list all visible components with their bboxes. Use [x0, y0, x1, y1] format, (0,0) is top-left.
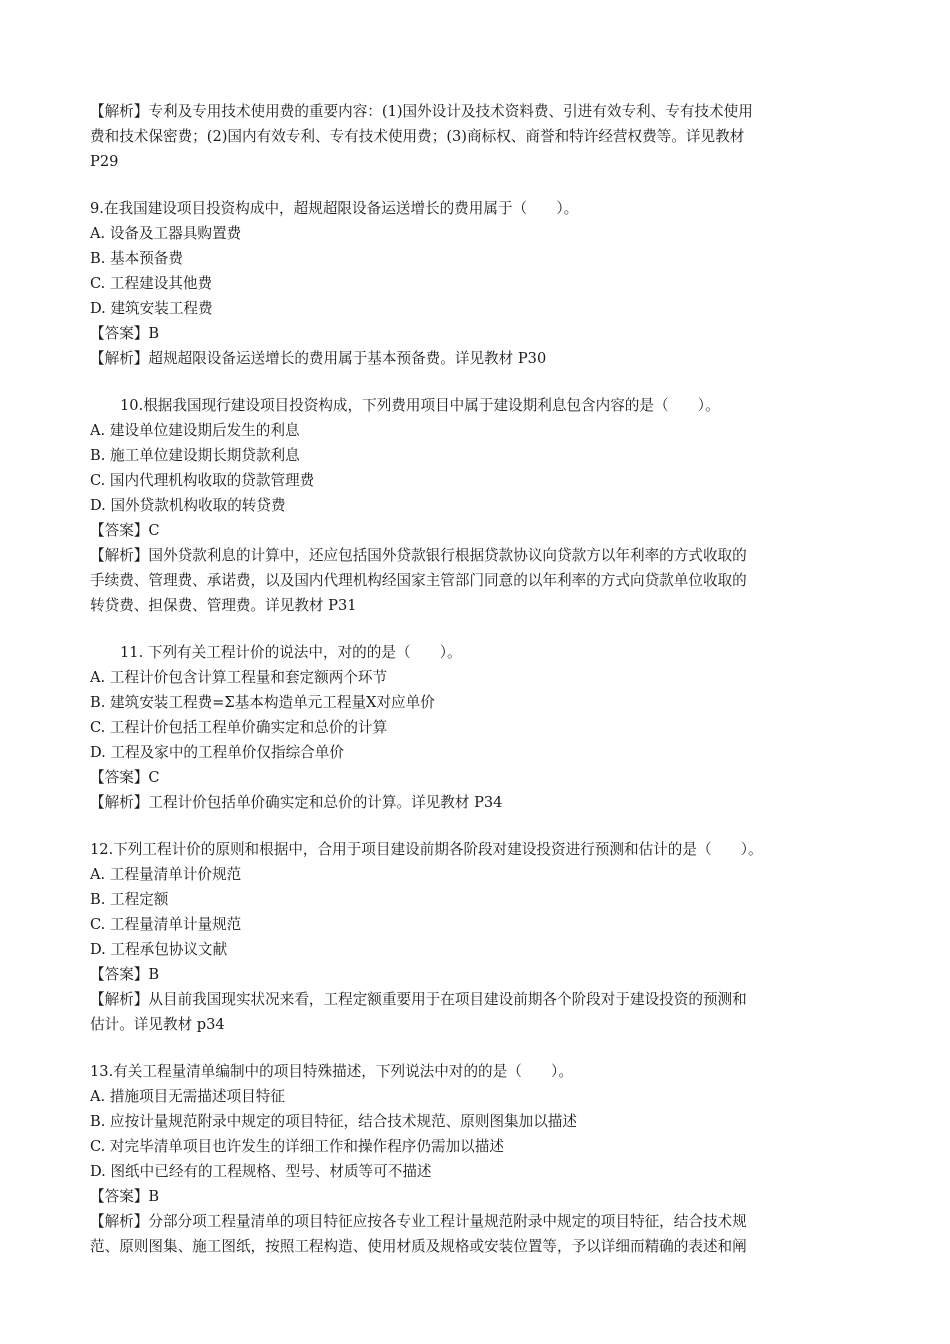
document-page — [90, 99, 860, 1259]
option-b: B. 施工单位建设期长期贷款利息 — [90, 447, 300, 464]
option-d: D. 工程承包协议文献 — [90, 941, 228, 958]
option-b: B. 基本预备费 — [90, 250, 183, 267]
question-stem: 11. 下列有关工程计价的说法中，对的的是（ ）。 — [120, 644, 462, 661]
option-c: C. 工程量清单计量规范 — [90, 916, 242, 933]
question-stem: 12.下列工程计价的原则和根据中，合用于项目建设前期各阶段对建设投资进行预测和估计的是（ ）。 — [90, 841, 763, 858]
analysis-text: 估计。详见教材 p34 — [90, 1016, 225, 1033]
question-block-13 — [90, 1059, 860, 1259]
answer-line: 【答案】B — [90, 1188, 160, 1205]
analysis-text: 转贷费、担保费、管理费。详见教材 P31 — [90, 597, 357, 614]
question-stem: 13.有关工程量清单编制中的项目特殊描述，下列说法中对的的是（ ）。 — [90, 1063, 573, 1080]
analysis-text: 【解析】国外贷款利息的计算中，还应包括国外贷款银行根据贷款协议向贷款方以年利率的方式收取的 — [90, 547, 747, 564]
analysis-text: 手续费、管理费、承诺费，以及国内代理机构经国家主管部门同意的以年利率的方式向贷款单位收取的 — [90, 572, 747, 589]
question-block-12 — [90, 837, 860, 1037]
analysis-text: 【解析】超规超限设备运送增长的费用属于基本预备费。详见教材 P30 — [90, 350, 547, 367]
option-c: C. 对完毕清单项目也许发生的详细工作和操作程序仍需加以描述 — [90, 1138, 504, 1155]
analysis-text: 范、原则图集、施工图纸，按照工程构造、使用材质及规格或安装位置等，予以详细而精确的表述和阐 — [90, 1238, 747, 1255]
question-block-11 — [90, 640, 860, 815]
option-a: A. 工程计价包含计算工程量和套定额两个环节 — [90, 669, 388, 686]
option-b: B. 应按计量规范附录中规定的项目特征，结合技术规范、原则图集加以描述 — [90, 1113, 578, 1130]
option-b: B. 建筑安装工程费=Σ基本构造单元工程量X对应单价 — [90, 694, 435, 711]
option-d: D. 图纸中已经有的工程规格、型号、材质等可不描述 — [90, 1163, 432, 1180]
option-c: C. 国内代理机构收取的贷款管理费 — [90, 472, 315, 489]
option-d: D. 工程及家中的工程单价仅指综合单价 — [90, 744, 344, 761]
option-b: B. 工程定额 — [90, 891, 169, 908]
analysis-text: 【解析】专利及专用技术使用费的重要内容：(1)国外设计及技术资料费、引进有效专利、专有技术使用 — [90, 103, 753, 120]
option-a: A. 建设单位建设期后发生的利息 — [90, 422, 300, 439]
question-stem: 9.在我国建设项目投资构成中，超规超限设备运送增长的费用属于（ ）。 — [90, 200, 579, 217]
answer-line: 【答案】B — [90, 325, 160, 342]
question-stem: 10.根据我国现行建设项目投资构成，下列费用项目中属于建设期利息包含内容的是（ ）。 — [120, 397, 720, 414]
analysis-text: P29 — [90, 153, 119, 170]
analysis-text: 【解析】工程计价包括单价确实定和总价的计算。详见教材 P34 — [90, 794, 503, 811]
answer-line: 【答案】B — [90, 966, 160, 983]
option-a: A. 工程量清单计价规范 — [90, 866, 242, 883]
answer-line: 【答案】C — [90, 522, 160, 539]
option-d: D. 国外贷款机构收取的转贷费 — [90, 497, 286, 514]
option-a: A. 措施项目无需描述项目特征 — [90, 1088, 285, 1105]
option-a: A. 设备及工器具购置费 — [90, 225, 242, 242]
analysis-text: 费和技术保密费；(2)国内有效专利、专有技术使用费；(3)商标权、商誉和特许经营权费等。详见教材 — [90, 128, 745, 145]
answer-line: 【答案】C — [90, 769, 160, 786]
analysis-block-q8 — [90, 99, 860, 174]
question-block-9 — [90, 196, 860, 371]
option-c: C. 工程计价包括工程单价确实定和总价的计算 — [90, 719, 388, 736]
analysis-text: 【解析】从目前我国现实状况来看，工程定额重要用于在项目建设前期各个阶段对于建设投资的预测和 — [90, 991, 747, 1008]
analysis-text: 【解析】分部分项工程量清单的项目特征应按各专业工程计量规范附录中规定的项目特征，结合技术规 — [90, 1213, 747, 1230]
option-d: D. 建筑安装工程费 — [90, 300, 213, 317]
option-c: C. 工程建设其他费 — [90, 275, 213, 292]
question-block-10 — [90, 393, 860, 618]
